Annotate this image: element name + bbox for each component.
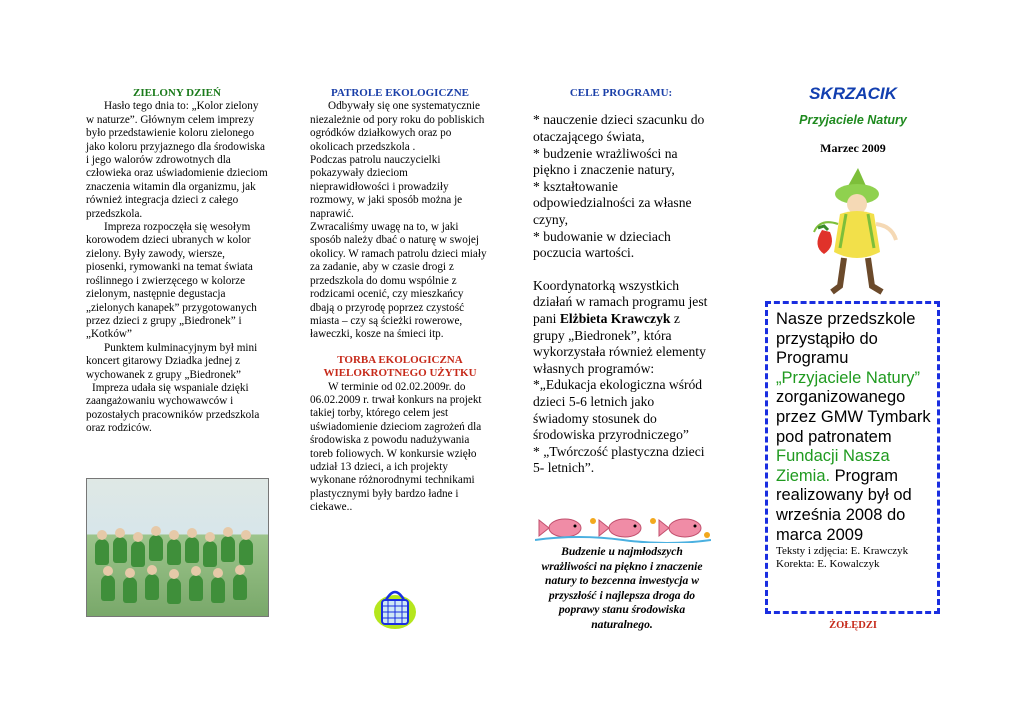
column-zielony-dzien xyxy=(86,87,268,436)
paragraph: Odbywały się one systematycznie niezależnie od pory roku do pobliskich ogródków działkowych oraz po okolicach przedszkola . xyxy=(310,100,485,153)
credits-texts: Teksty i zdjęcia: E. Krawczyk xyxy=(776,545,909,558)
list-item: * kształtowanie odpowiedzialności za własne czyny, xyxy=(533,178,692,227)
list-item: * budzenie wrażliwości na piękno i znaczenie natury, xyxy=(533,145,678,178)
program-name: „Przyjaciele Natury” xyxy=(776,368,920,387)
issue-date: Marzec 2009 xyxy=(820,140,886,155)
fish-decoration xyxy=(535,513,711,543)
children-photo xyxy=(86,478,269,617)
paragraph: Podczas patrolu nauczycielki pokazywały dzieciom nieprawidłowości i prowadziły rozmowy, w jaki sposób można je naprawić. xyxy=(310,154,463,220)
paragraph: Hasło tego dnia to: „Kolor zielony w naturze”. Głównym celem imprezy było przedstawienie koloru zielonego jako koloru przyjaznego dla środowiska i jego walorów zdrowotnych dla człowieka oraz uświadomienie dzieciom znaczenia witamin dla organizmu, jak również integracja dzieci z całego przedszkola. xyxy=(86,100,268,220)
list-item: * budowanie w dzieciach poczucia wartości. xyxy=(533,228,671,261)
column-patrole xyxy=(310,87,490,515)
paragraph: W terminie od 02.02.2009r. do 06.02.2009 r. trwał konkurs na projekt takiej torby, którego celem jest uświadomienie dzieciom zagrożeń dla środowiska z powodu nadużywania toreb foliowych. W konkursie wzięło udział 13 dzieci, a ich projekty wykonane różnorodnymi technikami plastycznymi były bardzo ładne i ciekawe.. xyxy=(310,380,482,514)
heading-zielony-dzien: ZIELONY DZIEŃ xyxy=(133,87,221,99)
foundation-name: Fundacji Nasza Ziemia. xyxy=(776,447,890,485)
paragraph: Impreza udała się wspaniale dzięki zaangażowaniu wychowawców i pozostałych pracowników przedszkola oraz rodziców. xyxy=(86,381,260,435)
list-item: * „Twórczość plastyczna dzieci 5- letnich”. xyxy=(533,443,705,476)
column-cover xyxy=(762,84,944,155)
heading-torba-line1: TORBA EKOLOGICZNA xyxy=(337,353,463,366)
column-cele xyxy=(533,87,709,477)
goals-list xyxy=(533,112,709,261)
heading-cele: CELE PROGRAMU: xyxy=(569,87,673,99)
list-item: * nauczenie dzieci szacunku do otaczającego świata, xyxy=(533,112,705,144)
paragraph: Punktem kulminacyjnym był mini koncert gitarowy Dziadka jednej z wychowanek z grupy „Biedronek” xyxy=(86,341,258,381)
heading-torba-line2: WIELOKROTNEGO UŻYTKU xyxy=(323,367,477,380)
paragraph: Zwracaliśmy uwagę na to, w jaki sposób należy dbać o naturę w swojej okolicy. W ramach patrolu dzieci miały za zadanie, aby w czasie drogi z przedszkola do domu wspólnie z rodzicami ocenić, czy mieszkańcy dbają o przyrodę poprzez czystość miasta – czy są ścieżki rowerowe, ławeczki, kosze na śmieci itp. xyxy=(310,221,487,341)
basket-icon xyxy=(372,578,418,630)
newsletter-title: SKRZACIK xyxy=(809,84,897,103)
coordinator-text: Koordynatorką wszystkich działań w ramach programu jest pani Elżbieta Krawczyk z grupy „Biedronek”, która wykorzystała również elementy własnych programów: xyxy=(533,277,708,376)
caption-text: Budzenie u najmłodszych wrażliwości na piękno i znaczenie natury to bezcenna inwestycja w przyszłość i najlepsza droga do poprawy stanu środowiska naturalnego. xyxy=(541,545,703,631)
program-info-box: Nasze przedszkole przystąpiło do Programu „Przyjaciele Natury” zorganizowanego przez GMW Tymbark pod patronatem Fundacji Nasza Ziemia. Program realizowany był od września 2008 do marca 2009 Teksty i zdjęcia: E. Krawczyk Korekta: E. Kowalczyk xyxy=(765,301,940,614)
list-item: *„Edukacja ekologiczna wśród dzieci 5-6 letnich jako świadomy stosunek do środowiska przyrodniczego” xyxy=(533,377,703,443)
credits-correction: Korekta: E. Kowalczyk xyxy=(776,558,880,571)
newsletter-subtitle: Przyjaciele Natury xyxy=(799,113,907,128)
group-name: ŻOŁĘDZI xyxy=(829,620,877,631)
paragraph: Impreza rozpoczęła się wesołym korowodem dzieci ubranych w kolor zielony. Były zawody, wiersze, piosenki, rymowanki na temat świata roślinnego i zwierzęcego w kolorze zielonym, następnie degustacja „zielonych kanapek” przygotowanych przez dzieci z grupy „Biedronek” i „Kotków” xyxy=(86,221,257,341)
heading-patrole: PATROLE EKOLOGICZNE xyxy=(330,87,470,99)
coordinator-name: Elżbieta Krawczyk xyxy=(559,310,671,326)
elf-mascot-icon xyxy=(810,168,905,300)
